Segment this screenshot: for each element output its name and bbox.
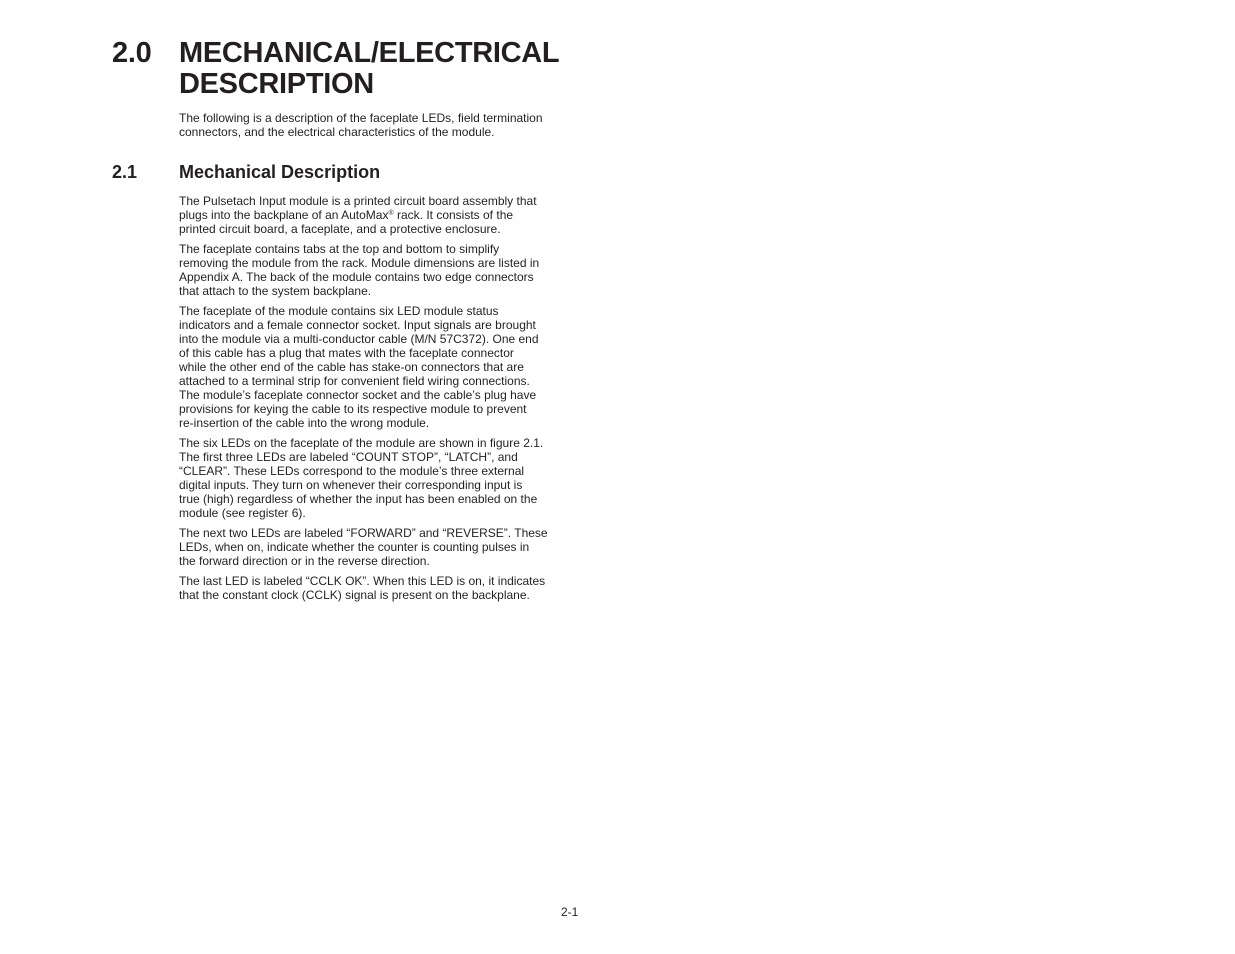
text-line: digital inputs. They turn on whenever their corresponding input is: [179, 478, 523, 492]
page-number: 2-1: [561, 905, 579, 919]
text-line: module (see register 6).: [179, 506, 306, 520]
body-text: [179, 194, 579, 608]
paragraph-4: [179, 436, 579, 520]
text-fragment: plugs into the backplane of an AutoMax: [179, 208, 389, 222]
text-line: provisions for keying the cable to its respective module to prevent: [179, 402, 527, 416]
text-fragment: rack. It consists of the: [393, 208, 514, 222]
text-line: The next two LEDs are labeled “FORWARD” and “REVERSE”. These: [179, 526, 548, 540]
intro-line: The following is a description of the faceplate LEDs, field termination: [179, 111, 543, 125]
subsection-title: Mechanical Description: [179, 162, 381, 182]
paragraph-2: [179, 242, 579, 298]
intro-paragraph: [179, 111, 579, 139]
text-line: the forward direction or in the reverse direction.: [179, 554, 430, 568]
text-line: Appendix A. The back of the module contains two edge connectors: [179, 270, 534, 284]
text-line: The faceplate of the module contains six LED module status: [179, 304, 499, 318]
paragraph-1: [179, 194, 579, 236]
text-line: LEDs, when on, indicate whether the counter is counting pulses in: [179, 540, 530, 554]
text-line: re-insertion of the cable into the wrong module.: [179, 416, 430, 430]
paragraph-5: [179, 526, 579, 568]
text-line: while the other end of the cable has stake-on connectors that are: [179, 360, 524, 374]
text-line: The first three LEDs are labeled “COUNT STOP”, “LATCH”, and: [179, 450, 518, 464]
subsection-number: 2.1: [112, 162, 138, 182]
text-line: The six LEDs on the faceplate of the module are shown in figure 2.1.: [179, 436, 544, 450]
text-line: “CLEAR”. These LEDs correspond to the module’s three external: [179, 464, 525, 478]
text-line: that the constant clock (CCLK) signal is present on the backplane.: [179, 588, 530, 602]
text-line: The last LED is labeled “CCLK OK”. When this LED is on, it indicates: [179, 574, 546, 588]
intro-line: connectors, and the electrical characteristics of the module.: [179, 125, 495, 139]
section-number: 2.0: [112, 37, 152, 69]
text-line-automax: [179, 208, 579, 222]
text-line: into the module via a multi-conductor cable (M/N 57C372). One end: [179, 332, 539, 346]
registered-mark: ®: [388, 210, 394, 217]
text-line: attached to a terminal strip for convenient field wiring connections.: [179, 374, 530, 388]
text-line: true (high) regardless of whether the input has been enabled on the: [179, 492, 538, 506]
text-line: indicators and a female connector socket. Input signals are brought: [179, 318, 536, 332]
paragraph-3: [179, 304, 579, 430]
paragraph-6: [179, 574, 579, 602]
text-line: removing the module from the rack. Module dimensions are listed in: [179, 256, 540, 270]
text-line: The faceplate contains tabs at the top and bottom to simplify: [179, 242, 500, 256]
text-line: The module’s faceplate connector socket and the cable’s plug have: [179, 388, 537, 402]
section-title-line-2: DESCRIPTION: [179, 68, 374, 100]
text-line: The Pulsetach Input module is a printed circuit board assembly that: [179, 194, 537, 208]
text-line: of this cable has a plug that mates with the faceplate connector: [179, 346, 514, 360]
text-line: that attach to the system backplane.: [179, 284, 372, 298]
text-line: printed circuit board, a faceplate, and a protective enclosure.: [179, 222, 501, 236]
section-title: [179, 38, 599, 100]
section-title-line-1: MECHANICAL/ELECTRICAL: [179, 37, 560, 69]
